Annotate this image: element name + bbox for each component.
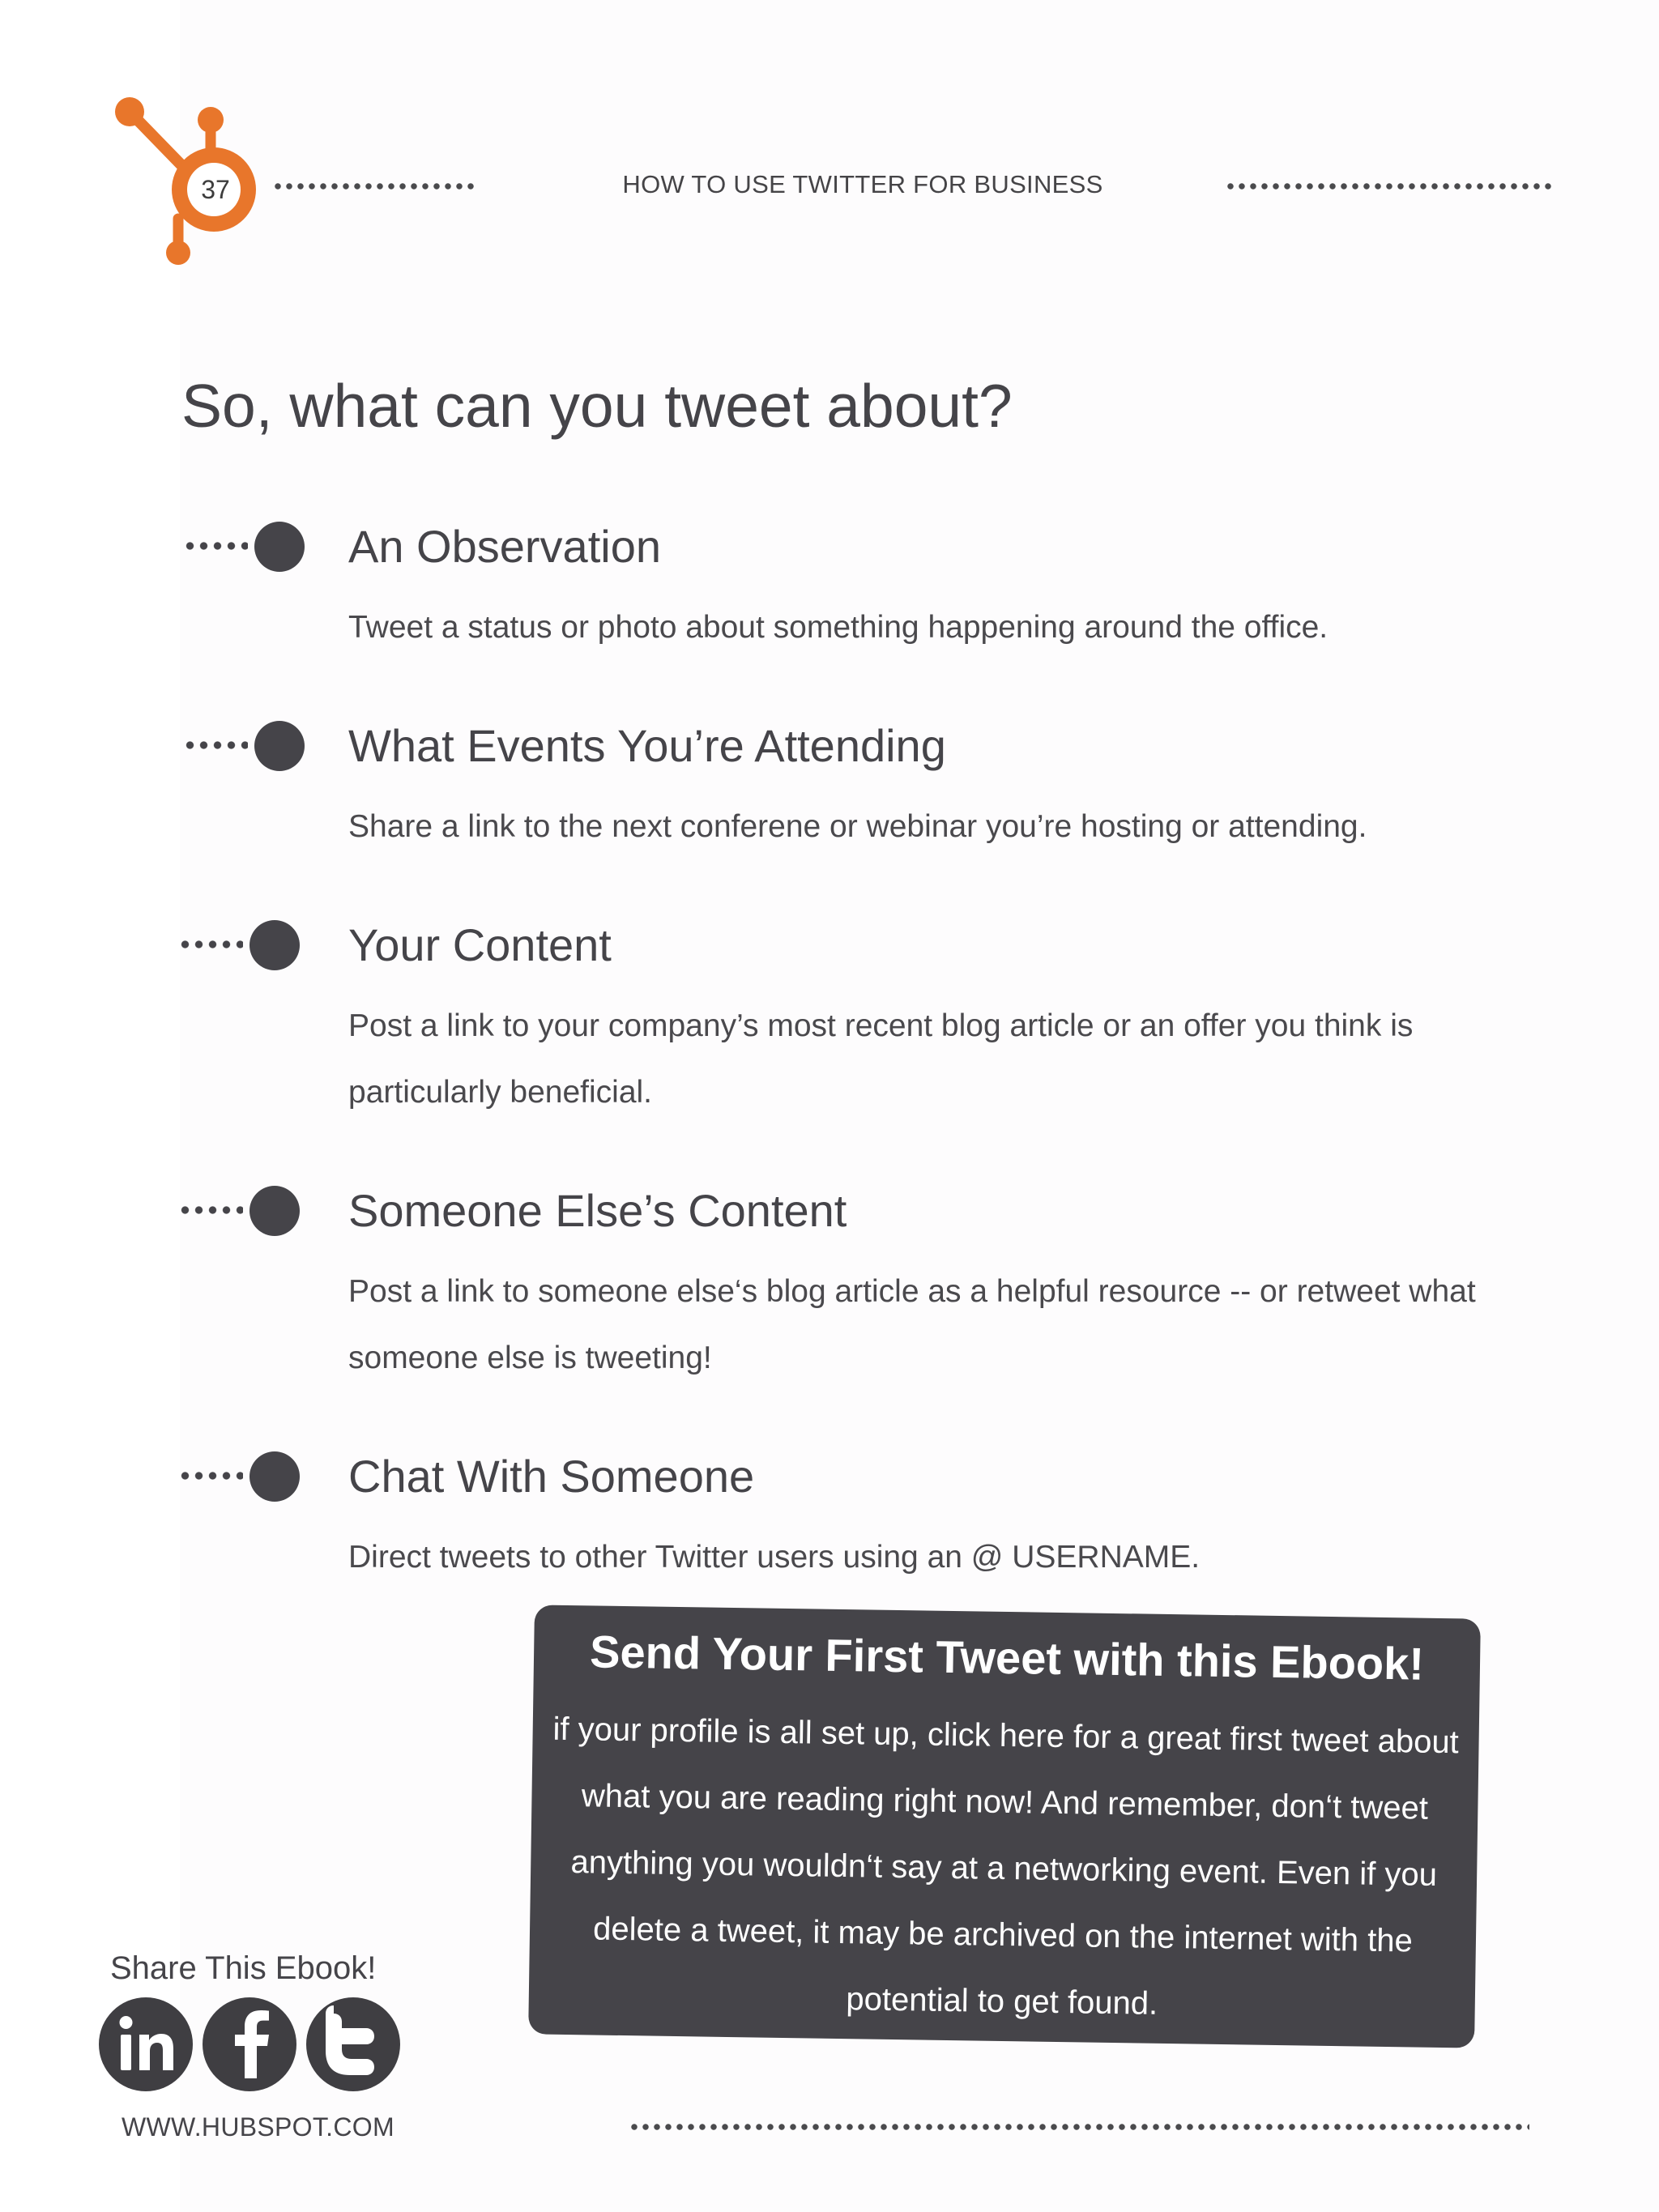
bullet-dots <box>178 1205 243 1215</box>
footer-url[interactable]: WWW.HUBSPOT.COM <box>122 2112 394 2142</box>
page-number: 37 <box>201 175 230 204</box>
callout-body: if your profile is all set up, click here for a great first tweet about what you are reading right now! And remember, don‘t tweet anything you wouldn‘t say at a networking event. Even if you delete a tweet, it may be archived on the internet with the potential to get found. <box>552 1711 1460 2022</box>
bullet-icon <box>249 1451 300 1502</box>
first-tweet-callout[interactable] <box>528 1605 1481 2048</box>
share-label: Share This Ebook! <box>110 1950 377 1986</box>
bullet-dots <box>183 541 248 551</box>
footer-divider <box>629 2122 1529 2132</box>
header-divider-left <box>272 181 476 191</box>
callout-title: Send Your First Tweet with this Ebook! <box>589 1626 1425 1690</box>
item-description: Tweet a status or photo about something happening around the office. <box>348 610 1328 645</box>
item-heading: Chat With Someone <box>348 1451 755 1502</box>
item-heading: What Events You’re Attending <box>348 720 946 771</box>
page-title: So, what can you tweet about? <box>181 372 1013 440</box>
item-description: Post a link to someone else‘s blog article as a helpful resource -- or retweet what someone else is tweeting! <box>348 1274 1476 1375</box>
bullet-icon <box>249 1186 300 1236</box>
item-description: Share a link to the next conferene or webinar you’re hosting or attending. <box>348 809 1367 844</box>
bullet-icon <box>249 920 300 970</box>
header-title: HOW TO USE TWITTER FOR BUSINESS <box>622 170 1103 198</box>
bullet-icon <box>254 721 305 771</box>
item-heading: Someone Else’s Content <box>348 1185 847 1236</box>
item-description: Post a link to your company’s most recent blog article or an offer you think is particularly beneficial. <box>348 1008 1414 1110</box>
bullet-dots <box>183 740 248 750</box>
bullet-dots <box>178 1471 243 1481</box>
item-description: Direct tweets to other Twitter users using an @ USERNAME. <box>348 1540 1201 1575</box>
item-heading: Your Content <box>348 919 612 970</box>
item-heading: An Observation <box>348 521 661 572</box>
facebook-icon[interactable] <box>203 1997 296 2091</box>
linkedin-icon[interactable] <box>99 1997 193 2091</box>
header-divider-right <box>1225 181 1554 191</box>
bullet-dots <box>178 940 243 949</box>
twitter-icon[interactable] <box>306 1997 400 2091</box>
bullet-icon <box>254 522 305 572</box>
